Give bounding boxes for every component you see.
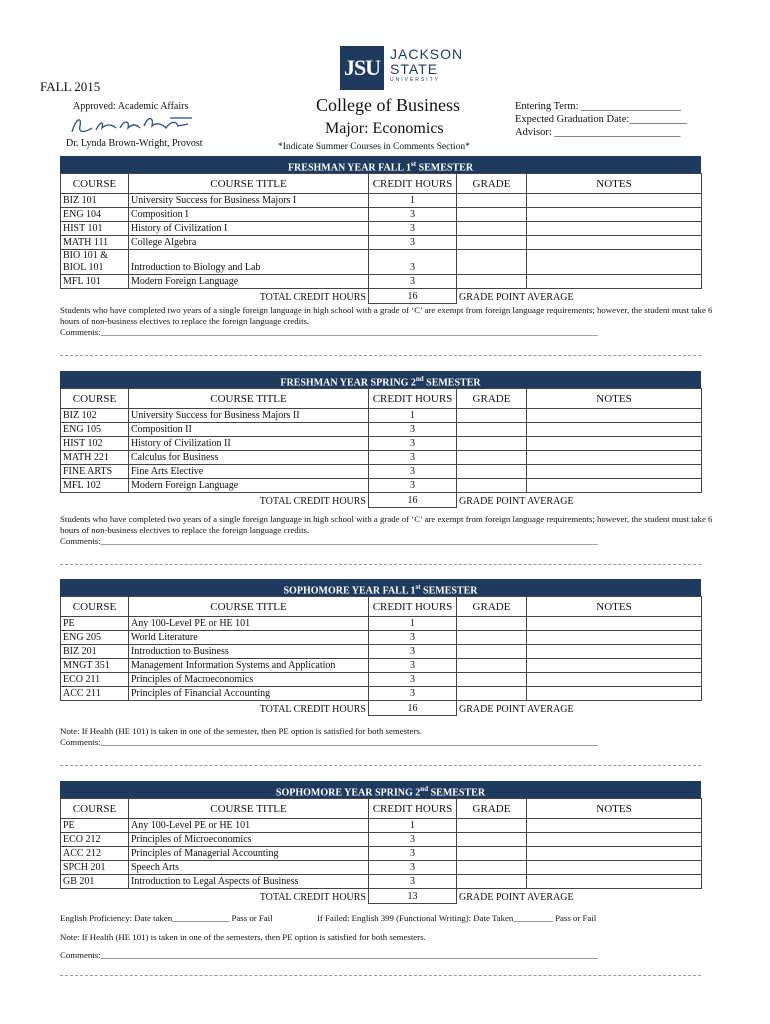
course-row xyxy=(61,208,702,222)
course-row xyxy=(61,875,702,889)
grade-cell[interactable] xyxy=(457,250,527,275)
credit-hours: 3 xyxy=(369,645,457,659)
course-row xyxy=(61,861,702,875)
course-column-header: COURSE xyxy=(61,799,129,819)
grade-column-header: GRADE xyxy=(457,597,527,617)
semester-note xyxy=(60,305,720,338)
semester-suffix: SEMESTER xyxy=(423,377,481,389)
total-credit-label: TOTAL CREDIT HOURS xyxy=(61,701,369,716)
notes-cell[interactable] xyxy=(527,275,702,289)
course-row xyxy=(61,631,702,645)
course-title: Principles of Managerial Accounting xyxy=(129,847,369,861)
course-title: Composition II xyxy=(129,423,369,437)
notes-cell[interactable] xyxy=(527,250,702,275)
course-code: MFL 102 xyxy=(61,479,129,493)
course-title: Introduction to Biology and Lab xyxy=(129,250,369,275)
semester-title: SOPHOMORE YEAR FALL 1 xyxy=(283,585,416,597)
course-column-header: COURSE xyxy=(61,174,129,194)
credit-hours: 3 xyxy=(369,659,457,673)
grade-cell[interactable] xyxy=(457,437,527,451)
credit-hours: 3 xyxy=(369,208,457,222)
course-title: History of Civilization II xyxy=(129,437,369,451)
course-table xyxy=(60,173,702,304)
notes-cell[interactable] xyxy=(527,409,702,423)
gpa-label: GRADE POINT AVERAGE xyxy=(457,493,702,508)
course-table xyxy=(60,388,702,508)
course-row xyxy=(61,437,702,451)
semester-ordinal: st xyxy=(411,160,417,168)
grade-cell[interactable] xyxy=(457,409,527,423)
course-row xyxy=(61,465,702,479)
credit-hours: 1 xyxy=(369,194,457,208)
course-code: FINE ARTS xyxy=(61,465,129,479)
course-code: ENG 205 xyxy=(61,631,129,645)
notes-column-header: NOTES xyxy=(527,597,702,617)
course-code: SPCH 201 xyxy=(61,861,129,875)
notes-column-header: NOTES xyxy=(527,799,702,819)
english-proficiency-line xyxy=(60,913,760,924)
credit-hours: 3 xyxy=(369,236,457,250)
summer-note: *Indicate Summer Courses in Comments Section* xyxy=(278,142,470,152)
term-label: FALL 2015 xyxy=(40,79,101,94)
grade-cell[interactable] xyxy=(457,861,527,875)
course-table xyxy=(60,596,702,716)
credit-hours: 3 xyxy=(369,451,457,465)
divider xyxy=(60,564,701,565)
course-code: ECO 212 xyxy=(61,833,129,847)
semester-suffix: SEMESTER xyxy=(428,787,486,799)
provost-name: Dr. Lynda Brown-Wright, Provost xyxy=(66,138,203,149)
if-failed-text[interactable]: If Failed: English 399 (Functional Writing): Date Taken_________ Pass or Fail xyxy=(316,913,597,923)
credit-hours: 3 xyxy=(369,847,457,861)
course-title: Introduction to Legal Aspects of Business xyxy=(129,875,369,889)
semester-note xyxy=(60,726,720,748)
course-code: PE xyxy=(61,617,129,631)
grade-cell[interactable] xyxy=(457,208,527,222)
notes-cell[interactable] xyxy=(527,465,702,479)
course-row xyxy=(61,236,702,250)
comments-field[interactable]: Comments:_________________________________________________________________________________________________________________ xyxy=(60,536,598,546)
total-credit-label: TOTAL CREDIT HOURS xyxy=(61,493,369,508)
credit-hours: 1 xyxy=(369,409,457,423)
notes-column-header: NOTES xyxy=(527,389,702,409)
grade-cell[interactable] xyxy=(457,617,527,631)
notes-cell[interactable] xyxy=(527,423,702,437)
column-header-row xyxy=(61,174,702,194)
course-row xyxy=(61,819,702,833)
course-row xyxy=(61,222,702,236)
semester-header xyxy=(60,579,701,596)
grade-cell[interactable] xyxy=(457,222,527,236)
course-row xyxy=(61,659,702,673)
course-code: BIZ 102 xyxy=(61,409,129,423)
course-title: College Algebra xyxy=(129,236,369,250)
notes-cell[interactable] xyxy=(527,875,702,889)
credit-hours: 3 xyxy=(369,275,457,289)
credit-hours: 3 xyxy=(369,250,457,275)
grade-cell[interactable] xyxy=(457,659,527,673)
grade-cell[interactable] xyxy=(457,423,527,437)
grade-cell[interactable] xyxy=(457,819,527,833)
course-code: PE xyxy=(61,819,129,833)
notes-cell[interactable] xyxy=(527,659,702,673)
expected-graduation-field[interactable]: Expected Graduation Date:___________ xyxy=(515,114,688,125)
english-proficiency-text[interactable]: English Proficiency: Date taken_____________ Pass or Fail xyxy=(60,913,273,923)
grade-cell[interactable] xyxy=(457,465,527,479)
course-code: MFL 101 xyxy=(61,275,129,289)
notes-column-header: NOTES xyxy=(527,174,702,194)
course-row xyxy=(61,194,702,208)
credit-column-header: CREDIT HOURS xyxy=(369,597,457,617)
course-title: Any 100-Level PE or HE 101 xyxy=(129,617,369,631)
course-title: Any 100-Level PE or HE 101 xyxy=(129,819,369,833)
credit-column-header: CREDIT HOURS xyxy=(369,174,457,194)
grade-cell[interactable] xyxy=(457,833,527,847)
total-row xyxy=(61,889,702,904)
semester-sophomore-fall xyxy=(60,579,701,716)
title-column-header: COURSE TITLE xyxy=(129,597,369,617)
grade-column-header: GRADE xyxy=(457,174,527,194)
credit-hours: 3 xyxy=(369,833,457,847)
notes-cell[interactable] xyxy=(527,847,702,861)
course-code: GB 201 xyxy=(61,875,129,889)
credit-hours: 1 xyxy=(369,819,457,833)
course-title: Modern Foreign Language xyxy=(129,479,369,493)
course-table xyxy=(60,798,702,904)
gpa-label: GRADE POINT AVERAGE xyxy=(457,701,702,716)
course-code: ENG 104 xyxy=(61,208,129,222)
course-title: Principles of Macroeconomics xyxy=(129,673,369,687)
notes-cell[interactable] xyxy=(527,631,702,645)
notes-cell[interactable] xyxy=(527,437,702,451)
total-credit-hours: 16 xyxy=(369,493,457,508)
credit-hours: 3 xyxy=(369,631,457,645)
course-row xyxy=(61,409,702,423)
course-code: ENG 105 xyxy=(61,423,129,437)
credit-hours: 3 xyxy=(369,875,457,889)
course-row xyxy=(61,617,702,631)
notes-cell[interactable] xyxy=(527,236,702,250)
divider xyxy=(60,355,701,356)
notes-cell[interactable] xyxy=(527,833,702,847)
total-credit-label: TOTAL CREDIT HOURS xyxy=(61,889,369,904)
grade-cell[interactable] xyxy=(457,847,527,861)
approved-label: Approved: Academic Affairs xyxy=(73,101,189,112)
signature-image xyxy=(66,112,201,138)
semester-title: FRESHMAN YEAR FALL 1 xyxy=(287,162,412,174)
course-code: MATH 111 xyxy=(61,236,129,250)
notes-cell[interactable] xyxy=(527,479,702,493)
semester-note xyxy=(60,514,720,547)
logo-line-2: STATE xyxy=(390,61,439,77)
comments-field[interactable]: Comments:_________________________________________________________________________________________________________________ xyxy=(60,327,598,337)
grade-cell[interactable] xyxy=(457,875,527,889)
divider xyxy=(60,975,701,976)
notes-cell[interactable] xyxy=(527,208,702,222)
credit-hours: 3 xyxy=(369,687,457,701)
semester-suffix: SEMESTER xyxy=(420,585,478,597)
credit-hours: 3 xyxy=(369,423,457,437)
course-code: BIO 101 & BIOL 101 xyxy=(61,250,129,275)
course-code: ACC 212 xyxy=(61,847,129,861)
course-row xyxy=(61,451,702,465)
course-row xyxy=(61,423,702,437)
total-row xyxy=(61,493,702,508)
divider xyxy=(60,765,701,766)
gpa-label: GRADE POINT AVERAGE xyxy=(457,289,702,304)
grade-column-header: GRADE xyxy=(457,799,527,819)
semester-freshman-fall xyxy=(60,156,701,304)
logo-mark: JSU xyxy=(340,46,384,90)
logo-line-1: JACKSON xyxy=(390,46,464,62)
course-code: HIST 101 xyxy=(61,222,129,236)
semester-header xyxy=(60,781,701,798)
course-title: World Literature xyxy=(129,631,369,645)
university-logo xyxy=(340,46,465,90)
course-title: University Success for Business Majors I xyxy=(129,194,369,208)
credit-hours: 1 xyxy=(369,617,457,631)
course-code: MNGT 351 xyxy=(61,659,129,673)
title-column-header: COURSE TITLE xyxy=(129,389,369,409)
notes-cell[interactable] xyxy=(527,861,702,875)
course-row xyxy=(61,847,702,861)
logo-wordmark xyxy=(390,47,463,84)
semester-ordinal: nd xyxy=(420,785,429,793)
comments-field[interactable]: Comments:_________________________________________________________________________________________________________________ xyxy=(60,737,598,747)
course-row xyxy=(61,833,702,847)
grade-cell[interactable] xyxy=(457,451,527,465)
entering-term-field[interactable]: Entering Term: ___________________ xyxy=(515,101,681,112)
notes-cell[interactable] xyxy=(527,819,702,833)
semester-header xyxy=(60,371,701,388)
notes-cell[interactable] xyxy=(527,673,702,687)
course-code: BIZ 201 xyxy=(61,645,129,659)
advisor-field[interactable]: Advisor: ________________________ xyxy=(515,127,681,138)
course-title: Management Information Systems and Application xyxy=(129,659,369,673)
credit-hours: 3 xyxy=(369,437,457,451)
title-column-header: COURSE TITLE xyxy=(129,174,369,194)
comments-field[interactable]: Comments:_________________________________________________________________________________________________________________ xyxy=(60,950,598,960)
credit-column-header: CREDIT HOURS xyxy=(369,389,457,409)
course-row xyxy=(61,250,702,275)
credit-hours: 3 xyxy=(369,673,457,687)
note-text: Students who have completed two years of a single foreign language in high school with a grade of ‘C’ are exempt from foreign language requirements; however, the student must take 6 hours of non-business electives to replace the foreign language credits. xyxy=(60,305,713,326)
semester-title: FRESHMAN YEAR SPRING 2 xyxy=(280,377,416,389)
total-credit-label: TOTAL CREDIT HOURS xyxy=(61,289,369,304)
semester-header xyxy=(60,156,701,173)
credit-column-header: CREDIT HOURS xyxy=(369,799,457,819)
course-row xyxy=(61,673,702,687)
grade-column-header: GRADE xyxy=(457,389,527,409)
course-title: Composition I xyxy=(129,208,369,222)
student-info xyxy=(515,100,687,139)
grade-cell[interactable] xyxy=(457,687,527,701)
notes-cell[interactable] xyxy=(527,645,702,659)
course-title: University Success for Business Majors II xyxy=(129,409,369,423)
semester-ordinal: st xyxy=(415,583,421,591)
course-title: Principles of Financial Accounting xyxy=(129,687,369,701)
notes-cell[interactable] xyxy=(527,222,702,236)
course-code: HIST 102 xyxy=(61,437,129,451)
grade-cell[interactable] xyxy=(457,275,527,289)
course-column-header: COURSE xyxy=(61,597,129,617)
course-row xyxy=(61,275,702,289)
course-title: Speech Arts xyxy=(129,861,369,875)
notes-cell[interactable] xyxy=(527,617,702,631)
semester-ordinal: nd xyxy=(415,375,424,383)
credit-hours: 3 xyxy=(369,479,457,493)
semester-title: SOPHOMORE YEAR SPRING 2 xyxy=(275,787,421,799)
logo-line-3: UNIVERSITY xyxy=(390,77,441,83)
notes-cell[interactable] xyxy=(527,194,702,208)
grade-cell[interactable] xyxy=(457,479,527,493)
grade-cell[interactable] xyxy=(457,236,527,250)
note-text: Note: If Health (HE 101) is taken in one of the semester, then PE option is satisfied for both semesters. xyxy=(60,726,422,736)
semester-suffix: SEMESTER xyxy=(416,162,474,174)
column-header-row xyxy=(61,389,702,409)
credit-hours: 3 xyxy=(369,861,457,875)
title-column-header: COURSE TITLE xyxy=(129,799,369,819)
credit-hours: 3 xyxy=(369,222,457,236)
course-row xyxy=(61,479,702,493)
total-credit-hours: 13 xyxy=(369,889,457,904)
course-title: History of Civilization I xyxy=(129,222,369,236)
course-title: Calculus for Business xyxy=(129,451,369,465)
grade-cell[interactable] xyxy=(457,673,527,687)
grade-cell[interactable] xyxy=(457,631,527,645)
gpa-label: GRADE POINT AVERAGE xyxy=(457,889,702,904)
course-title: Fine Arts Elective xyxy=(129,465,369,479)
course-code: BIZ 101 xyxy=(61,194,129,208)
course-row xyxy=(61,645,702,659)
course-code: ACC 211 xyxy=(61,687,129,701)
health-note: Note: If Health (HE 101) is taken in one of the semesters, then PE option is satisfied for both semesters. xyxy=(60,932,426,942)
note-text: Students who have completed two years of a single foreign language in high school with a grade of ‘C’ are exempt from foreign language requirements; however, the student must take 6 hours of non-business electives to replace the foreign language credits. xyxy=(60,514,713,535)
grade-cell[interactable] xyxy=(457,645,527,659)
course-column-header: COURSE xyxy=(61,389,129,409)
credit-hours: 3 xyxy=(369,465,457,479)
total-row xyxy=(61,289,702,304)
course-code: ECO 211 xyxy=(61,673,129,687)
major-title: Major: Economics xyxy=(325,120,444,137)
notes-cell[interactable] xyxy=(527,687,702,701)
grade-cell[interactable] xyxy=(457,194,527,208)
notes-cell[interactable] xyxy=(527,451,702,465)
total-row xyxy=(61,701,702,716)
column-header-row xyxy=(61,799,702,819)
course-row xyxy=(61,687,702,701)
course-title: Modern Foreign Language xyxy=(129,275,369,289)
semester-freshman-spring xyxy=(60,371,701,508)
course-code: MATH 221 xyxy=(61,451,129,465)
column-header-row xyxy=(61,597,702,617)
course-title: Principles of Microeconomics xyxy=(129,833,369,847)
total-credit-hours: 16 xyxy=(369,701,457,716)
semester-sophomore-spring xyxy=(60,781,701,904)
course-title: Introduction to Business xyxy=(129,645,369,659)
college-title: College of Business xyxy=(316,95,460,115)
total-credit-hours: 16 xyxy=(369,289,457,304)
